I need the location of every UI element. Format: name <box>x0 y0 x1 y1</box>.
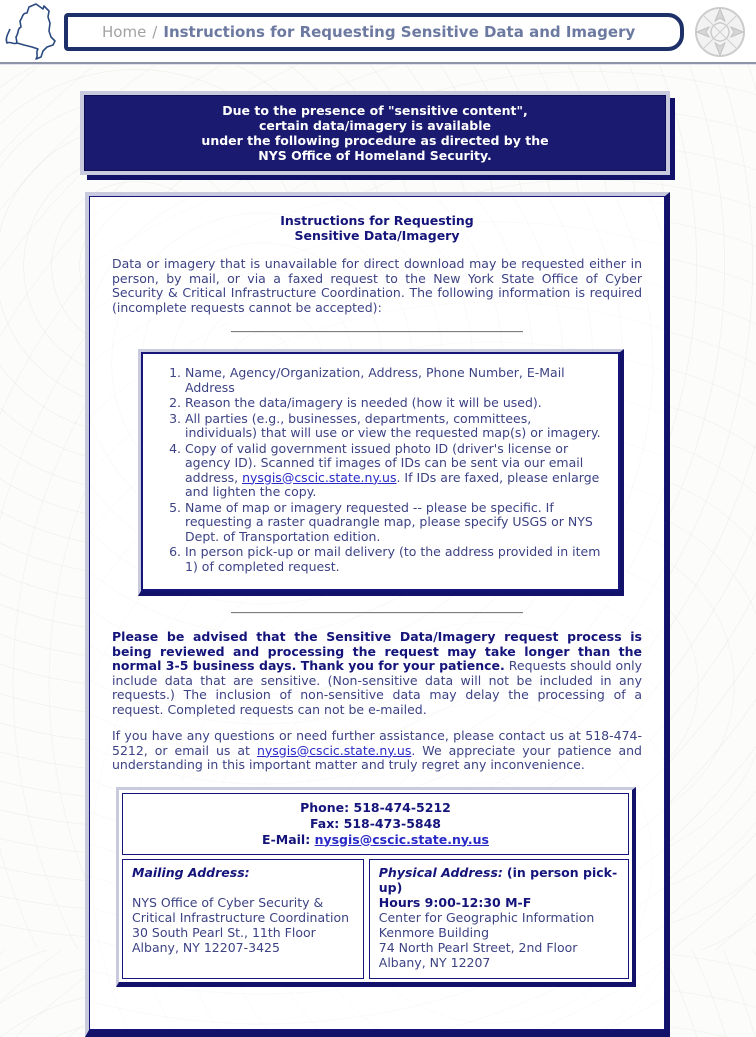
review-notice-rest: Requests should only include data that are sensitive. (Non-sensitive data will not be included in any requests.) The inclusion of non-sensitive data may delay the processing of a request. Completed requests can not be e-mailed. <box>112 658 642 717</box>
mailing-address-heading: Mailing Address: <box>132 864 250 880</box>
banner-line: NYS Office of Homeland Security. <box>258 148 492 163</box>
divider-rule <box>231 331 523 333</box>
list-item <box>185 501 602 545</box>
mailing-address-cell <box>122 859 364 979</box>
intro-paragraph: Data or imagery that is unavailable for direct download may be requested either in person, by mail, or via a faxed request to the New York State Office of Cyber Security & Critical Infrastructure Coordination. The following information is required (incomplete requests cannot be accepted): <box>112 256 642 315</box>
physical-address-line: Kenmore Building <box>378 924 490 940</box>
email-link[interactable]: nysgis@cscic.state.ny.us <box>256 742 412 758</box>
hours-line: Hours 9:00-12:30 M-F <box>378 894 532 910</box>
email-link[interactable]: nysgis@cscic.state.ny.us <box>314 831 489 847</box>
sensitive-content-banner <box>80 91 670 175</box>
email-label: E-Mail: <box>262 831 315 847</box>
banner-line: certain data/imagery is available <box>258 118 491 133</box>
main-panel <box>85 192 670 1037</box>
mailing-address-line: 30 South Pearl St., 11th Floor <box>132 924 316 940</box>
header <box>0 0 756 62</box>
document-title-line1: Instructions for Requesting <box>280 213 474 228</box>
list-item <box>185 412 602 441</box>
list-item-text: In person pick-up or mail delivery (to the address provided in item 1) of completed request. <box>185 544 601 574</box>
questions-text: . We appreciate your patience and understanding in this important matter and truly regret any inconvenience. <box>112 742 642 772</box>
ny-state-outline-icon <box>3 0 73 66</box>
questions-paragraph <box>112 729 642 773</box>
spacer <box>132 880 354 895</box>
review-notice-bold: Please be advised that the Sensitive Data/Imagery request process is being reviewed and processing the request may take longer than the normal 3-5 business days. Thank you for your patience. <box>112 629 642 673</box>
list-item <box>185 442 602 500</box>
physical-address-cell <box>369 859 629 979</box>
physical-address-line: 74 North Pearl Street, 2nd Floor <box>378 939 578 955</box>
list-item-text: Name, Agency/Organization, Address, Phone Number, E-Mail Address <box>185 365 565 395</box>
review-notice-paragraph <box>112 630 642 717</box>
breadcrumb <box>64 13 684 51</box>
list-item <box>185 366 602 395</box>
phone-line: Phone: 518-474-5212 <box>300 799 451 815</box>
header-divider <box>0 62 756 65</box>
mailing-address-line: Albany, NY 12207-3425 <box>132 939 280 955</box>
physical-address-heading <box>379 865 619 895</box>
list-item-text: All parties (e.g., businesses, departments, committees, individuals) that will use or view the requested map(s) or imagery. <box>185 410 601 440</box>
page-title: Instructions for Requesting Sensitive Data and Imagery <box>163 23 636 41</box>
mailing-address-line: NYS Office of Cyber Security & <box>132 894 324 910</box>
compass-rose-icon <box>694 6 746 62</box>
banner-line: under the following procedure as directed by the <box>201 133 549 148</box>
questions-text: If you have any questions or need further assistance, please contact us at 518-474-5212, or email us at <box>112 728 642 758</box>
contact-section <box>116 787 636 987</box>
email-link[interactable]: nysgis@cscic.state.ny.us <box>242 469 397 485</box>
contact-info-box <box>122 793 629 855</box>
requirements-list-box <box>138 349 624 596</box>
physical-address-heading-suffix: (in person pick-up) <box>378 864 618 895</box>
document-title <box>112 213 642 243</box>
list-item <box>185 396 602 411</box>
physical-address-line: Center for Geographic Information <box>378 909 595 925</box>
fax-line: Fax: 518-473-5848 <box>309 815 441 831</box>
list-item <box>185 545 602 574</box>
list-item-text: Reason the data/imagery is needed (how it will be used). <box>185 395 542 410</box>
document-title-line2: Sensitive Data/Imagery <box>294 228 460 243</box>
physical-address-line: Albany, NY 12207 <box>378 954 491 970</box>
address-row <box>122 859 629 979</box>
banner-line: Due to the presence of "sensitive content", <box>222 103 528 118</box>
email-line <box>127 832 624 848</box>
list-item-text: Copy of valid government issued photo ID (driver's license or agency ID). Scanned tif images of IDs can be sent via our email address, <box>185 440 584 485</box>
physical-address-heading-label: Physical Address: <box>378 864 503 880</box>
divider-rule <box>231 612 523 614</box>
breadcrumb-separator: / <box>152 23 158 41</box>
requirements-list <box>185 366 602 574</box>
mailing-address-line: Critical Infrastructure Coordination <box>132 909 350 925</box>
list-item-text: Name of map or imagery requested -- please be specific. If requesting a raster quadrangle map, please specify USGS or NYS Dept. of Transportation edition. <box>185 499 593 544</box>
list-item-text: . If IDs are faxed, please enlarge and lighten the copy. <box>185 469 600 499</box>
breadcrumb-home-link[interactable]: Home <box>102 23 147 41</box>
